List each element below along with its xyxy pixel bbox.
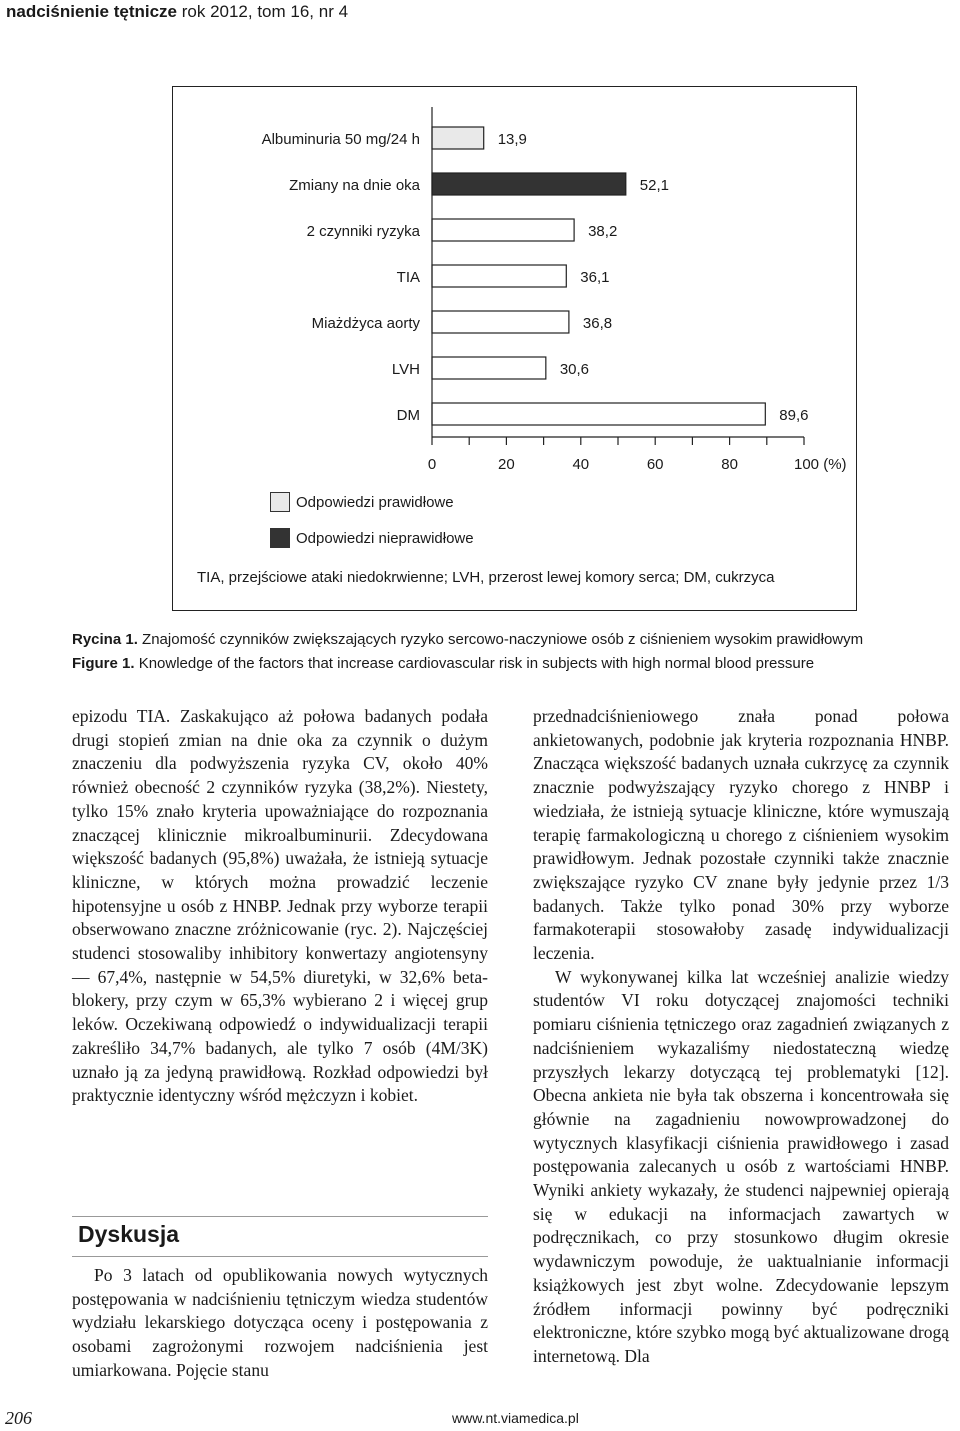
caption-en (72, 654, 932, 674)
category-label: TIA (396, 269, 420, 286)
bar (432, 127, 484, 149)
bar (432, 219, 574, 241)
caption-en-label: Figure 1. (72, 655, 135, 672)
legend-swatch-correct (270, 492, 290, 512)
bar (432, 311, 569, 333)
value-label: 52,1 (639, 177, 670, 194)
value-label: 38,2 (588, 223, 618, 240)
section-rule-bottom (72, 1256, 488, 1257)
category-label: 2 czynniki ryzyka (306, 223, 420, 240)
category-label: DM (396, 407, 420, 424)
bar (432, 265, 566, 287)
x-tick-label: 100 (%) (794, 456, 847, 473)
caption-pl-text: Znajomość czynników zwiększających ryzyko sercowo-naczyniowe osób z ciśnieniem wysokim prawidłowym (142, 631, 864, 648)
caption-en-text: Knowledge of the factors that increase cardiovascular risk in subjects with high normal blood pressure (138, 655, 815, 672)
bar (432, 403, 765, 425)
legend-item-correct (270, 492, 454, 512)
x-tick-label: 40 (572, 456, 590, 473)
value-label: 13,9 (497, 131, 527, 148)
bar (432, 173, 626, 195)
category-label: Zmiany na dnie oka (289, 177, 420, 194)
caption-pl (72, 630, 932, 650)
legend-item-incorrect (270, 528, 474, 548)
right-column (533, 705, 949, 1369)
legend-label-incorrect: Odpowiedzi nieprawidłowe (296, 529, 474, 547)
issue-info: rok 2012, tom 16, nr 4 (181, 2, 349, 21)
legend-swatch-incorrect (270, 528, 290, 548)
caption-pl-label: Rycina 1. (72, 631, 138, 648)
category-label: Albuminuria 50 mg/24 h (261, 131, 420, 148)
value-label: 89,6 (779, 407, 809, 424)
value-label: 36,8 (582, 315, 613, 332)
paragraph: W wykonywanej kilka lat wcześniej analizie wiedzy studentów VI roku dotyczącej znajomości techniki pomiaru ciśnienia tętniczego oraz zagadnień związanych z nadciśnieniem wykazaliśmy niedostateczną wiedzę przyszłych lekarzy dotyczącą tej problematyki [12]. Obecna ankieta nie była tak obszerna i koncentrowała się głównie na zagadnieniu nowowprowadzonej do wytycznych klasyfikacji ciśnienia prawidłowego i zasad postępowania zalecanych u osób z wartościami HNBP. Wyniki ankiety wykazały, że studenci najpewniej opierają się w edukacji na informacjach zawartych w podręcznikach, co przy stosunkowo długim okresie wydawniczym powoduje, że uaktualnianie informacji książkowych jest zbyt wolne. Zdecydowanie lepszym źródłem informacji powinny być podręczniki elektroniczne, które szybko mogą być aktualizowane drogą internetową. Dla (533, 966, 949, 1366)
value-label: 30,6 (559, 361, 590, 378)
section-heading: Dyskusja (78, 1221, 180, 1247)
figure-abbreviations: TIA, przejściowe ataki niedokrwienne; LVH, przerost lewej komory serca; DM, cukrzyca (197, 569, 775, 586)
x-tick-label: 60 (646, 456, 664, 473)
footer-url: www.nt.viamedica.pl (452, 1410, 579, 1426)
value-label: 36,1 (580, 269, 610, 286)
section-rule-top (72, 1216, 488, 1217)
paragraph: przednadciśnieniowego znała ponad połowa ankietowanych, podobnie jak kryteria rozpoznania HNBP. Znacząca większość badanych uznała cukrzycę za czynnik znacznie podwyższający ryzyko chorego z HNBP i wiedziała, że istnieją sytuacje kliniczne, które wymuszają terapię farmakologiczną u chorego z ciśnieniem wysokim prawidłowym. Jednak pozostałe czynniki także znacznie zwiększające ryzyko CV znane były jedynie przez 1/3 badanych. Także tylko ponad 30% przy wyborze farmakoterapii stosowałoby zasadę indywidualizacji leczenia. (533, 706, 949, 964)
x-tick-label: 20 (498, 456, 515, 473)
x-tick-label: 80 (721, 456, 738, 473)
paragraph: Po 3 latach od opublikowania nowych wytycznych postępowania w nadciśnieniu tętniczym wiedza studentów wydziału lekarskiego dotycząca oceny i postępowania z osobami zagrożonymi rozwojem nadciśnienia jest umiarkowana. Pojęcie stanu (72, 1265, 488, 1380)
category-label: LVH (391, 361, 420, 378)
journal-title: nadciśnienie tętnicze (6, 2, 177, 21)
paragraph: epizodu TIA. Zaskakująco aż połowa badanych podała drugi stopień zmian na dnie oka za czynnik o dużym znaczeniu dla podwyższenia ryzyka CV, około 40% również obecność 2 czynników ryzyka (38,2%). Niestety, tylko 15% znało kryteria upoważniające do rozpoznania znaczącej klinicznie mikroalbuminurii. Zdecydowana większość badanych (95,8%) uważała, że istnieją sytuacje kliniczne, w których można prowadzić leczenie hipotensyjne u osób z HNBP. Jednak przy wyborze terapii obserwowano znaczne zróżnicowanie (ryc. 2). Najczęściej studenci stosowaliby inhibitory konwertazy angiotensyny — 67,4%, następnie w 54,5% diuretyki, w 32,6% beta-blokery, przy czym w 65,3% wybierano 2 i więcej grup leków. Oczekiwaną odpowiedź o indywidualizacji terapii zakreśliło 34,7% badanych, ale tylko 7 osób (4M/3K) uznało ją za jedyną prawidłową. Rozkład odpowiedzi był praktycznie identyczny wśród mężczyzn i kobiet. (72, 706, 488, 1106)
bar (432, 357, 546, 379)
running-header (0, 0, 960, 24)
x-tick-label: 0 (427, 456, 437, 473)
left-column (72, 705, 488, 1108)
page-number: 206 (5, 1408, 32, 1428)
category-label: Miażdżyca aorty (311, 315, 420, 332)
figure-1 (172, 86, 857, 611)
legend-label-correct: Odpowiedzi prawidłowe (296, 493, 454, 511)
